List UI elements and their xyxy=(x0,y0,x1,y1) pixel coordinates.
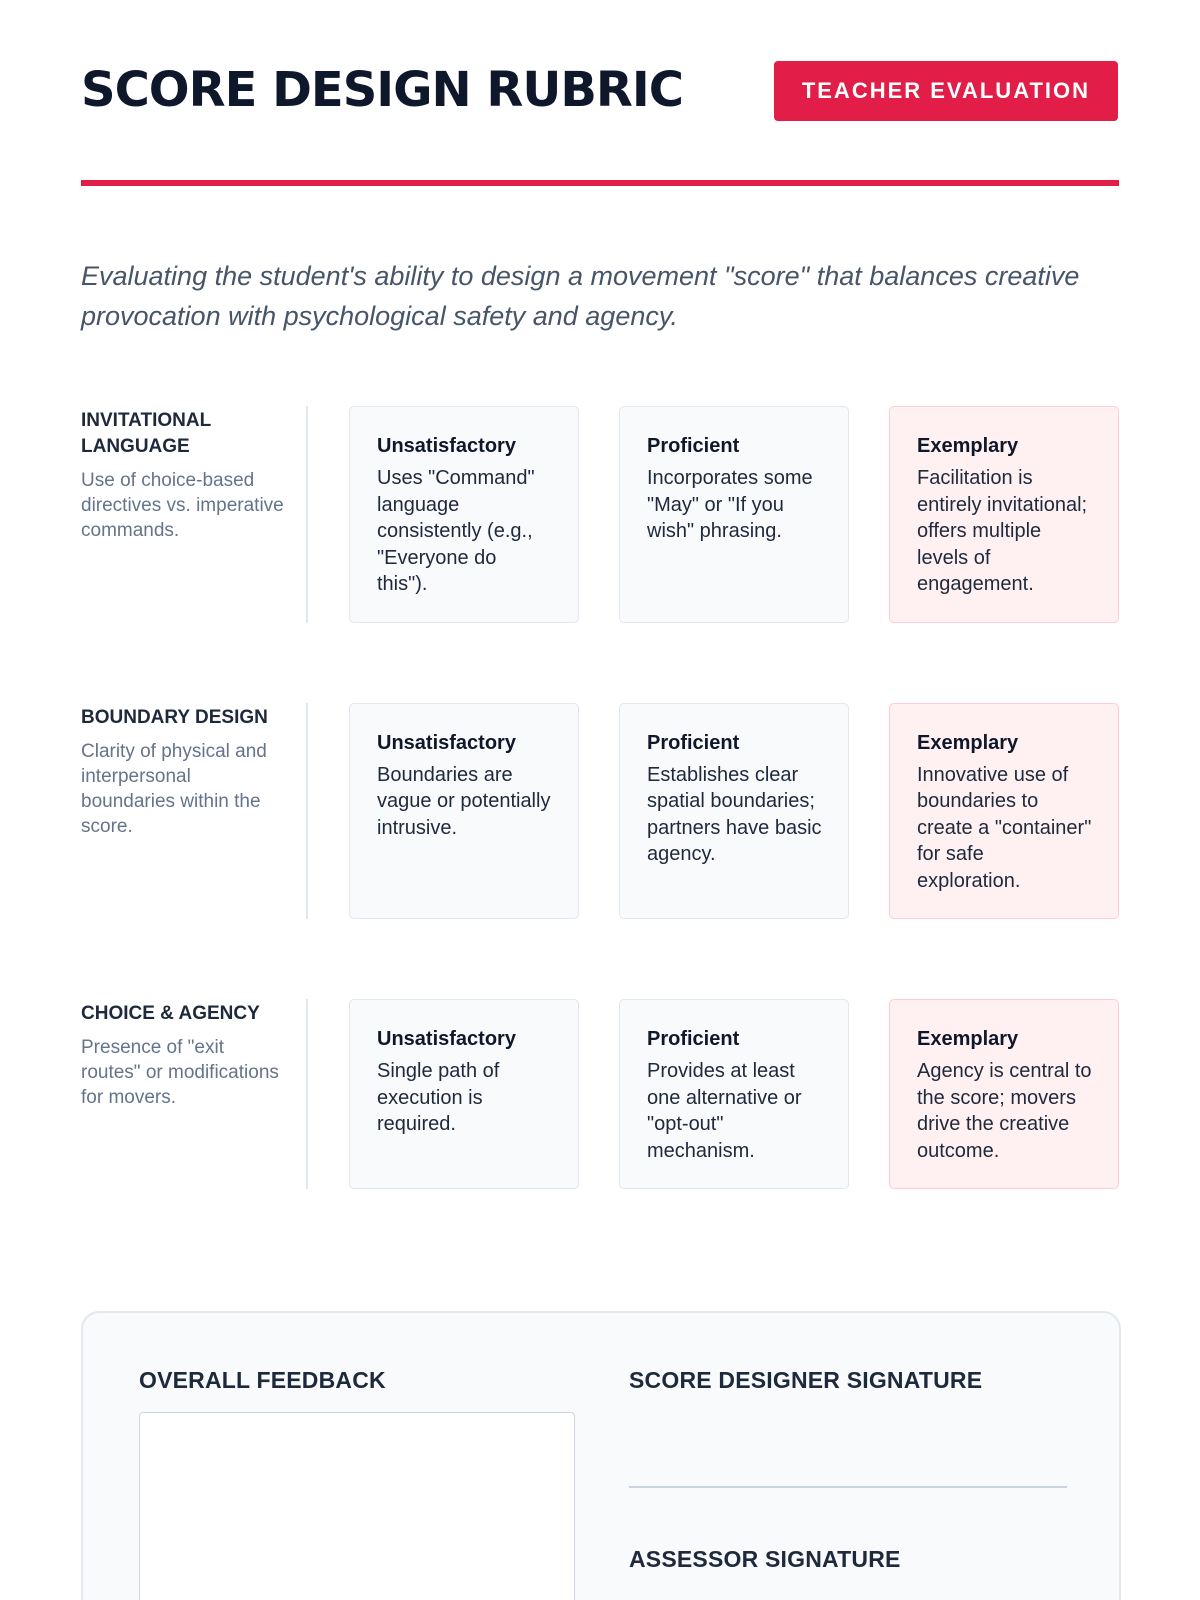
assessor-signature-label: ASSESSOR SIGNATURE xyxy=(629,1546,901,1572)
criterion-levels xyxy=(308,999,1119,1189)
level-description: Provides at least one alternative or "opt-out" mechanism. xyxy=(647,1060,802,1162)
level-title: Unsatisfactory xyxy=(377,1028,516,1050)
level-description: Innovative use of boundaries to create a "container" for safe exploration. xyxy=(917,763,1092,892)
level-title: Unsatisfactory xyxy=(377,731,516,754)
criterion-levels xyxy=(308,703,1119,920)
rubric-table xyxy=(81,406,1119,1189)
signature-column xyxy=(629,1367,1065,1595)
level-cell-exemplary[interactable] xyxy=(889,999,1119,1189)
level-cell-exemplary[interactable] xyxy=(889,406,1119,623)
page-header xyxy=(81,0,1119,186)
level-cell-exemplary[interactable] xyxy=(889,703,1119,920)
criterion-name: CHOICE & AGENCY xyxy=(81,1003,260,1024)
page-title: SCORE DESIGN RUBRIC xyxy=(81,62,683,118)
level-title: Proficient xyxy=(647,1028,740,1050)
teacher-evaluation-badge: TEACHER EVALUATION xyxy=(774,61,1118,121)
level-title: Unsatisfactory xyxy=(377,435,516,457)
criterion-levels xyxy=(308,406,1119,623)
level-title: Exemplary xyxy=(917,435,1019,457)
overall-feedback-field[interactable] xyxy=(139,1412,575,1600)
criterion-description: Presence of "exit routes" or modifications for movers. xyxy=(81,1037,279,1108)
score-designer-signature-label: SCORE DESIGNER SIGNATURE xyxy=(629,1367,983,1393)
criterion-label xyxy=(81,406,308,623)
level-cell-proficient[interactable] xyxy=(619,406,849,623)
level-description: Uses "Command" language consistently (e.g., "Everyone do this"). xyxy=(377,467,535,595)
score-designer-signature-line[interactable] xyxy=(629,1486,1067,1488)
level-cell-unsatisfactory[interactable] xyxy=(349,999,579,1189)
criterion-name: INVITATIONAL LANGUAGE xyxy=(81,410,211,457)
overall-feedback-label: OVERALL FEEDBACK xyxy=(139,1367,386,1393)
feedback-section xyxy=(81,1311,1121,1600)
level-cell-proficient[interactable] xyxy=(619,999,849,1189)
level-description: Facilitation is entirely invitational; offers multiple levels of engagement. xyxy=(917,467,1088,595)
criterion-label xyxy=(81,703,308,920)
level-description: Agency is central to the score; movers drive the creative outcome. xyxy=(917,1060,1092,1162)
criterion-description: Use of choice-based directives vs. imperative commands. xyxy=(81,470,284,541)
criterion-boundary-design xyxy=(81,703,1119,920)
criterion-label xyxy=(81,999,308,1189)
level-description: Establishes clear spatial boundaries; partners have basic agency. xyxy=(647,763,822,865)
criterion-description: Clarity of physical and interpersonal boundaries within the score. xyxy=(81,740,267,837)
level-title: Exemplary xyxy=(917,1028,1019,1050)
level-description: Incorporates some "May" or "If you wish" phrasing. xyxy=(647,467,813,542)
level-description: Single path of execution is required. xyxy=(377,1060,500,1135)
level-description: Boundaries are vague or potentially intrusive. xyxy=(377,763,551,839)
intro-text: Evaluating the student's ability to design a movement "score" that balances creative provocation with psychological safety and agency. xyxy=(81,261,1080,331)
level-title: Proficient xyxy=(647,731,740,754)
level-title: Exemplary xyxy=(917,731,1019,754)
level-title: Proficient xyxy=(647,435,740,457)
level-cell-unsatisfactory[interactable] xyxy=(349,406,579,623)
criterion-name: BOUNDARY DESIGN xyxy=(81,706,268,728)
criterion-choice-agency xyxy=(81,999,1119,1189)
criterion-invitational-language xyxy=(81,406,1119,623)
level-cell-proficient[interactable] xyxy=(619,703,849,920)
level-cell-unsatisfactory[interactable] xyxy=(349,703,579,920)
feedback-column xyxy=(139,1367,575,1595)
